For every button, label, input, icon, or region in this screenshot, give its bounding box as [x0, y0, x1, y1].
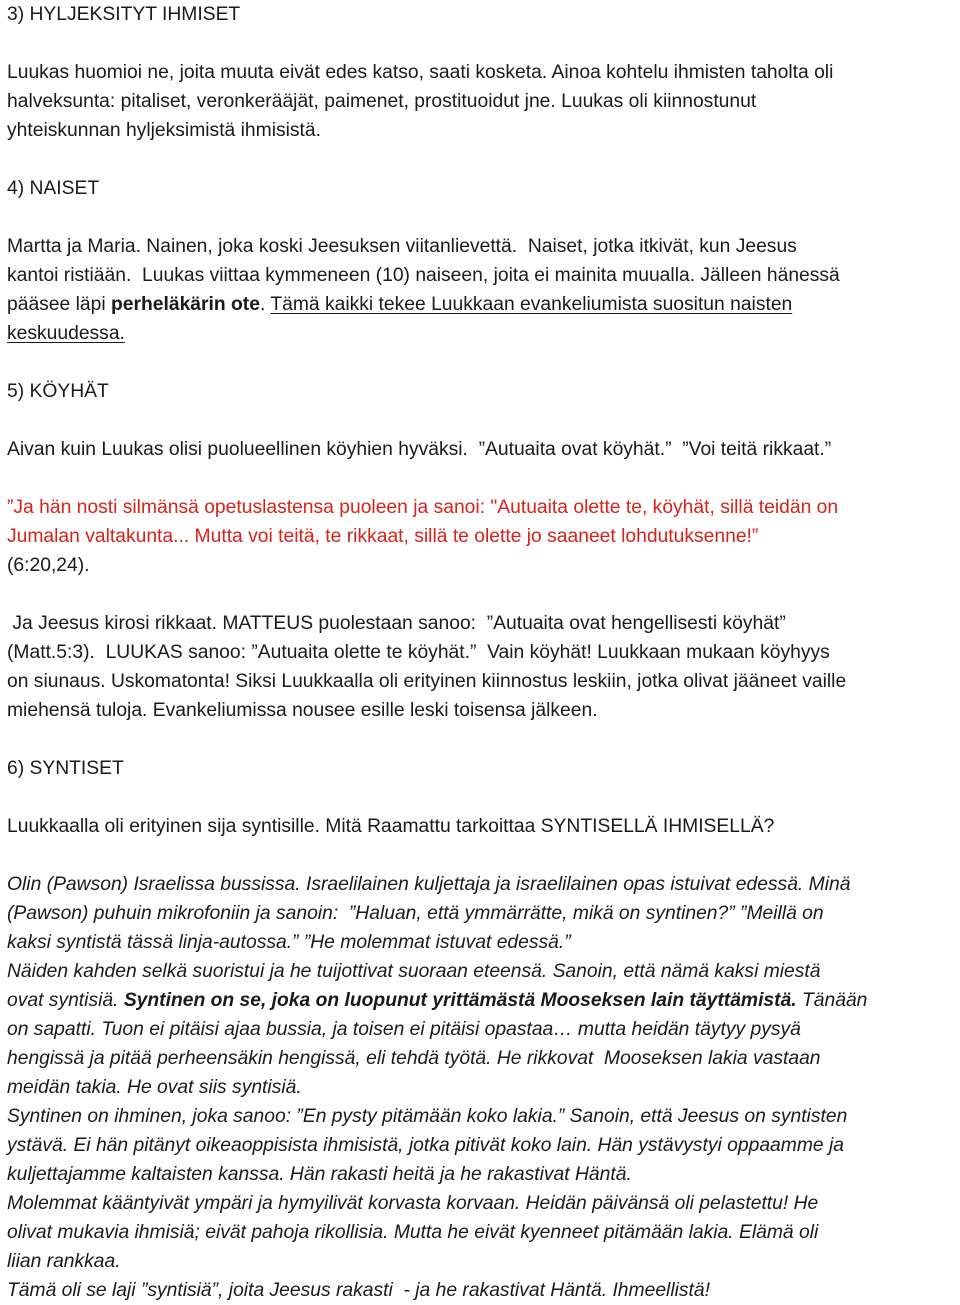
bold-phrase: perheläkärin ote: [111, 294, 260, 315]
story-line: kaksi syntistä tässä linja-autossa.” ”He molemmat istuvat edessä.”: [7, 932, 571, 953]
paragraph-line: on siunaus. Uskomatonta! Siksi Luukkaalla oli erityinen kiinnostus leskiin, jotka olivat jääneet vaille: [7, 671, 847, 692]
paragraph-line: Luukas huomioi ne, joita muuta eivät edes katso, saati kosketa. Ainoa kohtelu ihmisten taholta oli: [7, 62, 834, 83]
story-line: Syntinen on ihminen, joka sanoo: ”En pysty pitämään koko lakia.” Sanoin, että Jeesus on syntisten: [7, 1106, 848, 1127]
section-heading-koyhat: 5) KÖYHÄT: [7, 381, 109, 402]
text-run: pääsee läpi: [7, 294, 111, 315]
section-heading-hyljeksityt: 3) HYLJEKSITYT IHMISET: [7, 4, 241, 25]
story-line: liian rankkaa.: [7, 1251, 121, 1272]
text-run: Tänään: [796, 990, 868, 1011]
underlined-phrase: Tämä kaikki tekee Luukkaan evankeliumista suositun naisten: [270, 294, 793, 315]
document-page: [7, 0, 955, 1305]
paragraph-line: halveksunta: pitaliset, veronkerääjät, paimenet, prostituoidut jne. Luukas oli kiinnostunut: [7, 91, 757, 112]
paragraph-line: (Matt.5:3). LUUKAS sanoo: ”Autuaita olette te köyhät.” Vain köyhät! Luukkaan mukaan köyhyys: [7, 642, 830, 663]
text-run: ovat syntisiä.: [7, 990, 124, 1011]
paragraph-line: Martta ja Maria. Nainen, joka koski Jeesuksen viitanlievettä. Naiset, jotka itkivät, kun Jeesus: [7, 236, 797, 257]
quote-line: Jumalan valtakunta... Mutta voi teitä, te rikkaat, sillä te olette jo saaneet lohdutuksenne!”: [7, 526, 759, 547]
text-run: .: [259, 294, 271, 315]
story-line: kuljettajamme kaltaisten kanssa. Hän rakasti heitä ja he rakastivat Häntä.: [7, 1164, 632, 1185]
story-line: [7, 986, 955, 1015]
section-heading-naiset: 4) NAISET: [7, 178, 100, 199]
paragraph-line: miehensä tuloja. Evankeliumissa nousee esille leski toisensa jälkeen.: [7, 700, 598, 721]
reference-line: (6:20,24).: [7, 555, 90, 576]
story-line: meidän takia. He ovat siis syntisiä.: [7, 1077, 302, 1098]
story-line: Olin (Pawson) Israelissa bussissa. Israelilainen kuljettaja ja israelilainen opas istuivat edessä. Minä: [7, 874, 851, 895]
paragraph-line: Aivan kuin Luukas olisi puolueellinen köyhien hyväksi. ”Autuaita ovat köyhät.” ”Voi teitä rikkaat.”: [7, 439, 832, 460]
story-line: Näiden kahden selkä suoristui ja he tuijottivat suoraan eteensä. Sanoin, että nämä kaksi miestä: [7, 961, 821, 982]
bold-phrase: Syntinen on se, joka on luopunut yrittämästä Mooseksen lain täyttämistä.: [123, 990, 797, 1011]
paragraph-line: Ja Jeesus kirosi rikkaat. MATTEUS puolestaan sanoo: ”Autuaita ovat hengellisesti köyhät”: [7, 613, 786, 634]
quote-line: ”Ja hän nosti silmänsä opetuslastensa puoleen ja sanoi: "Autuaita olette te, köyhät, sillä teidän on: [7, 497, 839, 518]
paragraph-line: yhteiskunnan hyljeksimistä ihmisistä.: [7, 120, 321, 141]
paragraph-line: Luukkaalla oli erityinen sija syntisille. Mitä Raamattu tarkoittaa SYNTISELLÄ IHMISELLÄ?: [7, 816, 775, 837]
story-line: olivat mukavia ihmisiä; eivät pahoja rikollisia. Mutta he eivät kyenneet pitämään lakia. Elämä oli: [7, 1222, 819, 1243]
paragraph-line: kantoi ristiään. Luukas viittaa kymmeneen (10) naiseen, joita ei mainita muualla. Jälleen hänessä: [7, 265, 840, 286]
story-line: Tämä oli se laji ”syntisiä”, joita Jeesus rakasti - ja he rakastivat Häntä. Ihmeellistä!: [7, 1280, 710, 1301]
story-line: on sapatti. Tuon ei pitäisi ajaa bussia, ja toisen ei pitäisi opastaa… mutta heidän täytyy pysyä: [7, 1019, 801, 1040]
story-line: ystävä. Ei hän pitänyt oikeaoppisista ihmisistä, jotka pitivät koko lain. Hän ystävystyi oppaamme ja: [7, 1135, 844, 1156]
underlined-line: keskuudessa.: [7, 323, 125, 344]
section-heading-syntiset: 6) SYNTISET: [7, 758, 124, 779]
story-line: hengissä ja pitää perheensäkin hengissä, eli tehdä työtä. He rikkovat Mooseksen lakia vastaan: [7, 1048, 821, 1069]
story-line: Molemmat kääntyivät ympäri ja hymyilivät korvasta korvaan. Heidän päivänsä oli pelastettu! He: [7, 1193, 819, 1214]
paragraph-line: [7, 290, 955, 319]
story-line: (Pawson) puhuin mikrofoniin ja sanoin: ”Haluan, että ymmärrätte, mikä on syntinen?” ”Meillä on: [7, 903, 824, 924]
